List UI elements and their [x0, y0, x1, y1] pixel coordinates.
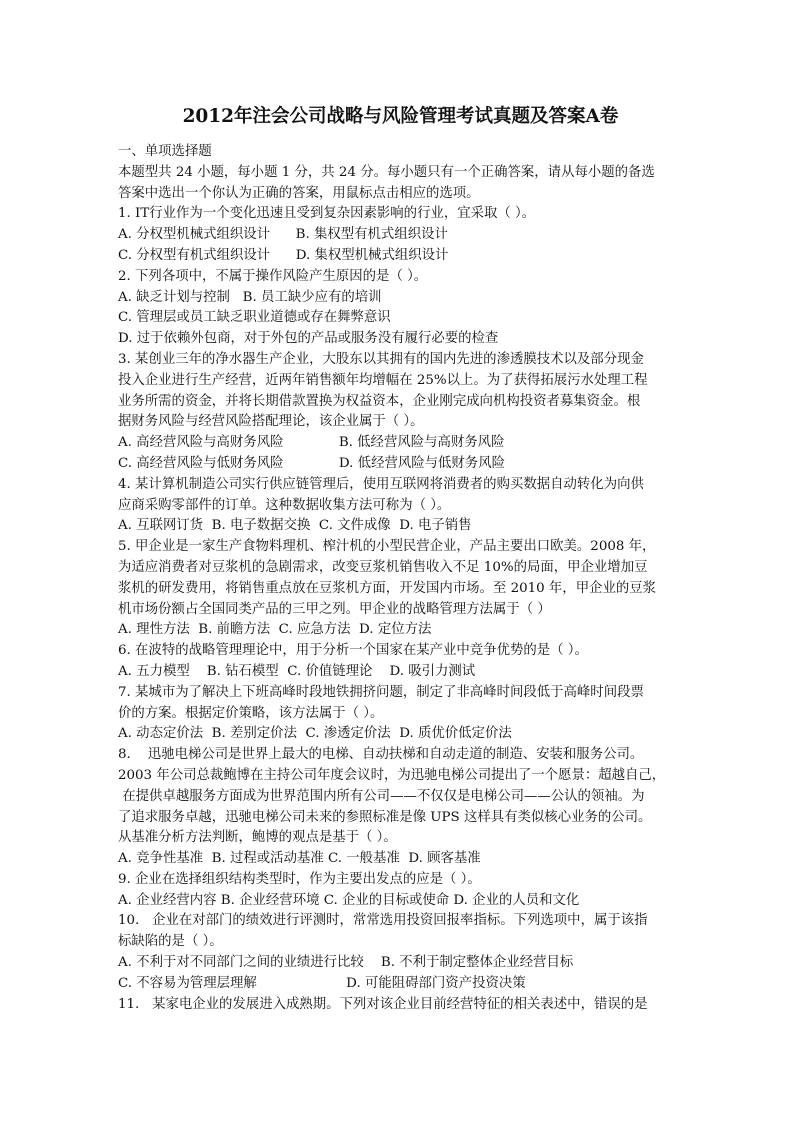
text-line: 了追求服务卓越，迅驰电梯公司未来的参照标准是像 UPS 这样具有类似核心业务的公司。: [118, 809, 652, 825]
text-line: 标缺陷的是（ ）。: [118, 934, 223, 950]
text-line: A. 理性方法 B. 前瞻方法 C. 应急方法 D. 定位方法: [118, 622, 432, 638]
text-line: A. 竞争性基准 B. 过程或活动基准 C. 一般基准 D. 顾客基准: [118, 851, 481, 867]
text-line: 浆机的研发费用，将销售重点放在豆浆机方面，开发国内市场。至 2010 年，甲企业的豆浆: [118, 580, 657, 596]
text-line: D. 过于依赖外包商，对于外包的产品或服务没有履行必要的检查: [118, 331, 499, 347]
text-line: 本题型共 24 小题，每小题 1 分，共 24 分。每小题只有一个正确答案，请从每小题的备选: [118, 164, 655, 180]
text-line: 3. 某创业三年的净水器生产企业，大股东以其拥有的国内先进的渗透膜技术以及部分现金: [118, 351, 644, 367]
text-line: 机市场份额占全国同类产品的三甲之列。甲企业的战略管理方法属于（ ）: [118, 601, 551, 617]
text-line: C. 管理层或员工缺乏职业道德或存在舞弊意识: [118, 310, 391, 326]
text-line: 为适应消费者对豆浆机的急剧需求，改变豆浆机销售收入不足 10%的局面，甲企业增加豆: [118, 559, 648, 575]
text-line: 价的方案。根据定价策略，该方法属于（ ）。: [118, 705, 384, 721]
text-line: A. 高经营风险与高财务风险 B. 低经营风险与高财务风险: [118, 435, 505, 451]
text-line: 10. 企业在对部门的绩效进行评测时，常常选用投资回报率指标。下列选项中，属于该指: [118, 913, 648, 929]
text-line: 1. IT行业作为一个变化迅速且受到复杂因素影响的行业，宜采取（ ）。: [118, 206, 536, 222]
text-line: 在提供卓越服务方面成为世界范围内所有公司——不仅仅是电梯公司——公认的领袖。为: [118, 788, 645, 804]
text-line: A. 分权型机械式组织设计 B. 集权型有机式组织设计: [118, 227, 448, 243]
text-line: 4. 某计算机制造公司实行供应链管理后，使用互联网将消费者的购买数据自动转化为向供: [118, 476, 644, 492]
text-line: 8. 迅驰电梯公司是世界上最大的电梯、自动扶梯和自动走道的制造、安装和服务公司。: [118, 747, 644, 763]
text-line: A. 互联网订货 B. 电子数据交换 C. 文件成像 D. 电子销售: [118, 518, 472, 534]
text-line: A. 动态定价法 B. 差别定价法 C. 渗透定价法 D. 质优价低定价法: [118, 726, 512, 742]
text-line: A. 缺乏计划与控制 B. 员工缺少应有的培训: [118, 289, 382, 305]
text-line: A. 企业经营内容 B. 企业经营环境 C. 企业的目标或使命 D. 企业的人员和文化: [118, 892, 580, 908]
document-body: [118, 142, 683, 1015]
document-page: [118, 104, 683, 1015]
document-title: 2012年注会公司战略与风险管理考试真题及答案A卷: [182, 106, 619, 127]
text-line: 业务所需的资金，并将长期借款置换为权益资本，企业刚完成向机构投资者募集资金。根: [118, 393, 641, 409]
text-line: 答案中选出一个你认为正确的答案，用鼠标点击相应的选项。: [118, 185, 480, 201]
text-line: 投入企业进行生产经营，近两年销售额年均增幅在 25%以上。为了获得拓展污水处理工程: [118, 372, 648, 388]
text-line: 2003 年公司总裁鲍博在主持公司年度会议时，为迅驰电梯公司提出了一个愿景：超越自己，: [118, 767, 666, 783]
text-line: 2. 下列各项中，不属于操作风险产生原因的是（ ）。: [118, 268, 428, 284]
text-line: 6. 在波特的战略管理理论中，用于分析一个国家在某产业中竞争优势的是（ ）。: [118, 643, 588, 659]
text-line: A. 不利于对不同部门之间的业绩进行比较 B. 不利于制定整体企业经营目标: [118, 955, 574, 971]
text-line: 据财务风险与经营风险搭配理论，该企业属于（ ）。: [118, 414, 424, 430]
text-line: C. 不容易为管理层理解 D. 可能阻碍部门资产投资决策: [118, 975, 526, 991]
text-line: C. 高经营风险与低财务风险 D. 低经营风险与低财务风险: [118, 455, 505, 471]
text-line: 一、单项选择题: [118, 144, 212, 159]
text-line: 从基准分析方法判断，鲍博的观点是基于（ ）。: [118, 830, 397, 846]
text-line: 应商采购零部件的订单。这种数据收集方法可称为（ ）。: [118, 497, 451, 513]
text-line: 5. 甲企业是一家生产食物料理机、榨汁机的小型民营企业，产品主要出口欧美。2008 年，: [118, 539, 656, 555]
text-line: A. 五力模型 B. 钻石模型 C. 价值链理论 D. 吸引力测试: [118, 663, 476, 679]
text-line: 7. 某城市为了解决上下班高峰时段地铁拥挤问题，制定了非高峰时间段低于高峰时间段票: [118, 684, 644, 700]
text-line: C. 分权型有机式组织设计 D. 集权型机械式组织设计: [118, 247, 449, 263]
text-line: 11. 某家电企业的发展进入成熟期。下列对该企业目前经营特征的相关表述中，错误的是: [118, 996, 648, 1012]
text-line: 9. 企业在选择组织结构类型时，作为主要出发点的应是（ ）。: [118, 871, 481, 887]
